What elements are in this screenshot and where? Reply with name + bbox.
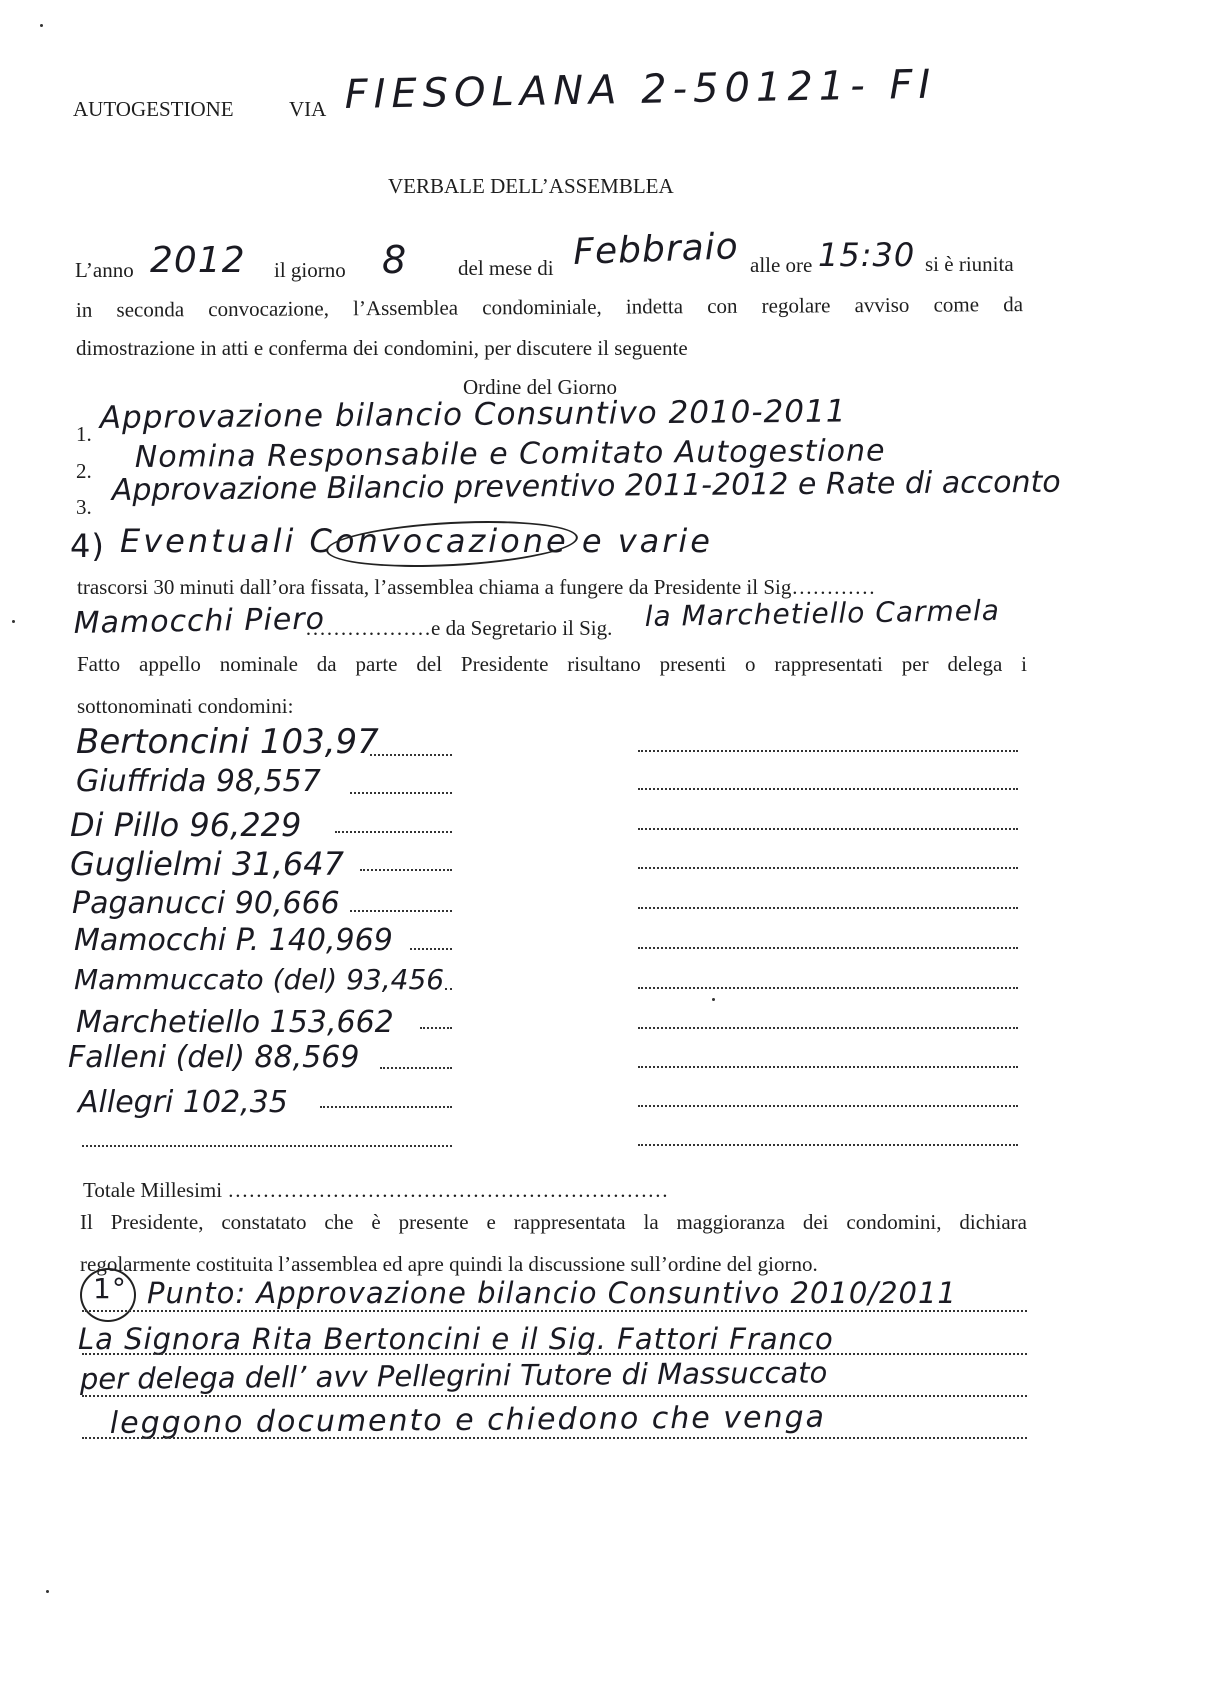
attendee-dotline-right (638, 1144, 1018, 1146)
minutes-dotline (82, 1437, 1027, 1439)
scan-speck (40, 24, 43, 27)
header-label-autogestione: AUTOGESTIONE (73, 97, 234, 121)
attendee-dotline-right (638, 788, 1018, 790)
minutes-line-3: per delega dell’ avv Pellegrini Tutore di Massuccato (79, 1355, 828, 1396)
attendee-dotline-left (445, 988, 452, 990)
agenda-item-1-num: 1. (76, 422, 92, 446)
totale-millesimi: Totale Millesimi ……………………………………………………… (83, 1178, 669, 1202)
attendee-dotline-right (638, 867, 1018, 869)
attendee-dotline-right (638, 1105, 1018, 1107)
segretario-line: ………………e da Segretario il Sig. (305, 616, 613, 640)
scan-speck (46, 1590, 49, 1593)
attendee-dotline-left (420, 1027, 452, 1029)
anno-label: L’anno (75, 258, 134, 282)
intro-line-3: dimostrazione in atti e conferma dei condomini, per discutere il seguente (76, 336, 688, 360)
agenda-heading: Ordine del Giorno (463, 375, 617, 399)
attendee-dotline-left (320, 1106, 452, 1108)
header-label-via: VIA (289, 97, 327, 121)
attendee-dotline-right (638, 907, 1018, 909)
agenda-item-1-text: Approvazione bilancio Consuntivo 2010-2011 (99, 393, 847, 436)
agenda-item-4-text: Eventuali Convocazione e varie (120, 522, 713, 560)
attendee-row: Marchetiello 153,662 (76, 1005, 394, 1040)
scan-speck (12, 620, 15, 623)
minutes-line-1: Punto: Approvazione bilancio Consuntivo 2010/2011 (147, 1276, 957, 1310)
agenda-item-2-text: Nomina Responsabile e Comitato Autogestione (134, 433, 886, 475)
attendee-dotline-right (638, 1066, 1018, 1068)
attendee-dotline-right (638, 987, 1018, 989)
attendee-row: Di Pillo 96,229 (70, 806, 302, 844)
mese-label: del mese di (458, 256, 554, 280)
minutes-dotline (82, 1353, 1027, 1355)
attendee-row: Guglielmi 31,647 (70, 845, 344, 883)
giorno-value-handwritten: 8 (382, 238, 408, 282)
ore-value-handwritten: 15:30 (818, 236, 916, 274)
ore-label: alle ore (750, 253, 813, 277)
agenda-item-2-num: 2. (76, 459, 92, 483)
attendee-dotline-left (380, 1067, 452, 1069)
conclusion-line-1: Il Presidente, constatato che è presente e rappresentata la maggioranza dei condomini, dichiara (80, 1210, 1027, 1234)
attendee-dotline-left (335, 831, 452, 833)
attendee-row: Mamocchi P. 140,969 (74, 923, 393, 958)
giorno-label: il giorno (274, 258, 346, 282)
agenda-item-3-num: 3. (76, 495, 92, 519)
anno-value-handwritten: 2012 (150, 240, 246, 281)
attendee-row: Mammuccato (del) 93,456 (74, 963, 445, 996)
appello-line-1: Fatto appello nominale da parte del Presidente risultano presenti o rappresentati per delega i (77, 652, 1027, 676)
attendee-dotline-left (350, 910, 452, 912)
agenda-item-4-num: 4) (70, 527, 105, 565)
minutes-dotline (82, 1395, 1027, 1397)
attendee-dotline-right (638, 1027, 1018, 1029)
minutes-line-4: leggono documento e chiedono che venga (109, 1399, 827, 1441)
attendee-dotline-left (360, 869, 452, 871)
attendee-dotline-left (350, 792, 452, 794)
attendee-row: Bertoncini 103,97 (76, 722, 379, 762)
mese-value-handwritten: Febbraio (572, 226, 740, 273)
conclusion-line-2: regolarmente costituita l’assemblea ed apre quindi la discussione sull’ordine del giorno. (80, 1252, 818, 1276)
presidente-line: trascorsi 30 minuti dall’ora fissata, l’assemblea chiama a fungere da Presidente il Sig………… (77, 575, 876, 599)
attendee-dotline-right (638, 947, 1018, 949)
presidente-name-handwritten: Mamocchi Piero (73, 601, 326, 641)
attendee-row: Falleni (del) 88,569 (68, 1040, 360, 1075)
riunita-text: si è riunita (925, 252, 1014, 276)
attendee-row: Allegri 102,35 (78, 1085, 288, 1120)
attendee-row: Giuffrida 98,557 (76, 764, 321, 799)
header-address-handwritten: FIESOLANA 2-50121- FI (344, 61, 937, 118)
attendee-dotline-left (410, 948, 452, 950)
appello-line-2: sottonominati condomini: (77, 694, 294, 718)
attendee-dotline-right (638, 828, 1018, 830)
agenda-item-3-text: Approvazione Bilancio preventivo 2011-2012 e Rate di acconto (111, 464, 1061, 508)
minutes-line-2: La Signora Rita Bertoncini e il Sig. Fattori Franco (78, 1322, 834, 1356)
scan-speck (712, 998, 715, 1001)
segretario-name-handwritten: la Marchetiello Carmela (644, 593, 1001, 633)
document-title: VERBALE DELL’ASSEMBLEA (388, 174, 674, 198)
minutes-dotline (82, 1310, 1027, 1312)
attendee-dotline-left (370, 754, 452, 756)
attendee-dotline-left (82, 1145, 452, 1147)
attendee-row: Paganucci 90,666 (72, 886, 340, 921)
point-number-handwritten: 1° (93, 1272, 127, 1305)
intro-line-2: in seconda convocazione, l’Assemblea condominiale, indetta con regolare avviso come da (75, 292, 1024, 322)
attendee-dotline-right (638, 750, 1018, 752)
